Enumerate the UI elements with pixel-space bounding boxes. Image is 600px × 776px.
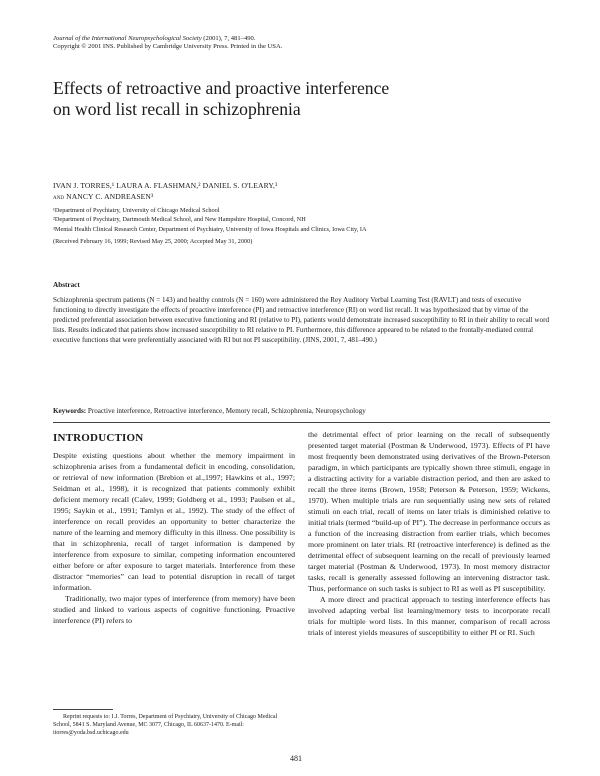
author-list: [53, 180, 553, 202]
left-column: [53, 450, 295, 626]
affiliation-1: ¹Department of Psychiatry, University of Chicago Medical School: [53, 207, 220, 214]
keywords-list: Proactive interference, Retroactive interference, Memory recall, Schizophrenia, Neuropsychology: [86, 407, 366, 415]
paragraph: the detrimental effect of prior learning on the recall of subsequently presented target material (Postman & Underwood, 1973). Effects of PI have most frequently been demonstrated using derivatives of the Brown-Peterson paradigm, in which participants are typically shown three stimuli, engage in a distracting activity for a variable distraction period, and then are asked to recall the three items (Brown, 1958; Peterson & Peterson, 1959; Wickens, 1970). When multiple trials are run sequentially using new sets of related stimuli on each trial, recall of items on later trials is diminished relative to initial trials (termed “build-up of PI”). The decrease in performance occurs as a function of the increasing distraction from earlier trials, which becomes more prominent on later trials. RI (retroactive interference) is defined as the detrimental effect of subsequent learning on the recall of previously learned target material (Postman & Underwood, 1973). In most memory distractor tasks, recall is generally assessed following an intervening distractor task. Thus, performance on such tasks is subject to RI as well as PI susceptibility.: [308, 430, 550, 593]
authors-line-2: and NANCY C. ANDREASEN³: [53, 192, 154, 201]
affiliation-2: ²Department of Psychiatry, Dartmouth Medical School, and New Hampshire Hospital, Concord, NH: [53, 216, 306, 224]
title-line-2: on word list recall in schizophrenia: [53, 99, 301, 119]
affiliations: [53, 206, 573, 234]
footnote: Reprint requests to: I.J. Torres, Department of Psychiatry, University of Chicago Medical School, 5841 S. Maryland Avenue, MC 3077, Chicago, IL 60637-1470. E-mail: itorres@yoda.bsd.uchicago.edu: [53, 714, 278, 737]
article-title: [53, 78, 533, 120]
right-column: [308, 429, 550, 638]
title-line-1: Effects of retroactive and proactive interference: [53, 78, 390, 98]
page-number: 481: [290, 754, 302, 763]
paragraph: A more direct and practical approach to testing interference effects has involved adapting verbal list learning/memory tests to incorporate recall trials for multiple word lists. In this manner, comparison of recall across trials of interest yields measures of susceptibility to either PI or RI. Such: [308, 595, 550, 637]
affiliation-3: ³Mental Health Clinical Research Center, Department of Psychiatry, University of Iowa Hospitals and Clinics, Iowa City, IA: [53, 225, 367, 233]
authors-line-1: IVAN J. TORRES,¹ LAURA A. FLASHMAN,² DANIEL S. O'LEARY,³: [53, 181, 278, 190]
keywords: [53, 406, 573, 416]
abstract-text: Schizophrenia spectrum patients (N = 143) and healthy controls (N = 160) were administered the Rey Auditory Verbal Learning Test (RAVLT) and tests of executive functioning to directly investigate the effects of proactive interference (PI) and retroactive interference (RI) on word list recall. It was hypothesized that by virtue of the predicted preferential association between executive functioning and RI (relative to PI), patients would demonstrate increased susceptibility to RI in their ability to recall word lists. Results indicated that patients show increased susceptibility to RI relative to PI. Furthermore, this difference appeared to be related to the frontally-mediated central executive functions that were preferentially associated with RI but not PI susceptibility. (JINS, 2001, 7, 481–490.): [53, 296, 550, 345]
received-dates: (Received February 16, 1999; Revised May 25, 2000; Accepted May 31, 2000): [53, 238, 253, 245]
journal-header: [53, 35, 573, 52]
paragraph: Despite existing questions about whether the memory impairment in schizophrenia arises from a fundamental deficit in encoding, consolidation, or retrieval of new information (Brebion et al.,1997; Hawkins et al., 1997; Seidman et al., 1998), it is recognized that patients commonly exhibit deficient memory recall (Calev, 1999; Goldberg et al., 1993; Paulsen et al., 1995; Saykin et al., 1991; Tamlyn et al., 1992). The study of the effect of interference on recall provides an opportunity to better characterize the nature of the learning and memory difficulty in this illness. One possibility is that in schizophrenia, recall of target information is dampened by interference from exposure to similar, competing information encountered either before or after exposure to target materials. Interference from these distractor “memories” can lead to potential disruption in recall of target information.: [53, 451, 295, 592]
abstract-heading: Abstract: [53, 281, 80, 289]
journal-citation: (2001), 7, 481–490.: [201, 35, 256, 42]
footnote-rule: [53, 709, 113, 710]
section-divider: [53, 422, 550, 423]
copyright-line: Copyright © 2001 INS. Published by Cambridge University Press. Printed in the USA.: [53, 43, 283, 51]
journal-name: Journal of the International Neuropsychological Society: [53, 35, 202, 42]
section-heading: INTRODUCTION: [53, 432, 144, 444]
paragraph: Traditionally, two major types of interference (from memory) have been studied and linked to various aspects of cognitive functioning. Proactive interference (PI) refers to: [53, 594, 295, 625]
keywords-label: Keywords:: [53, 407, 87, 415]
